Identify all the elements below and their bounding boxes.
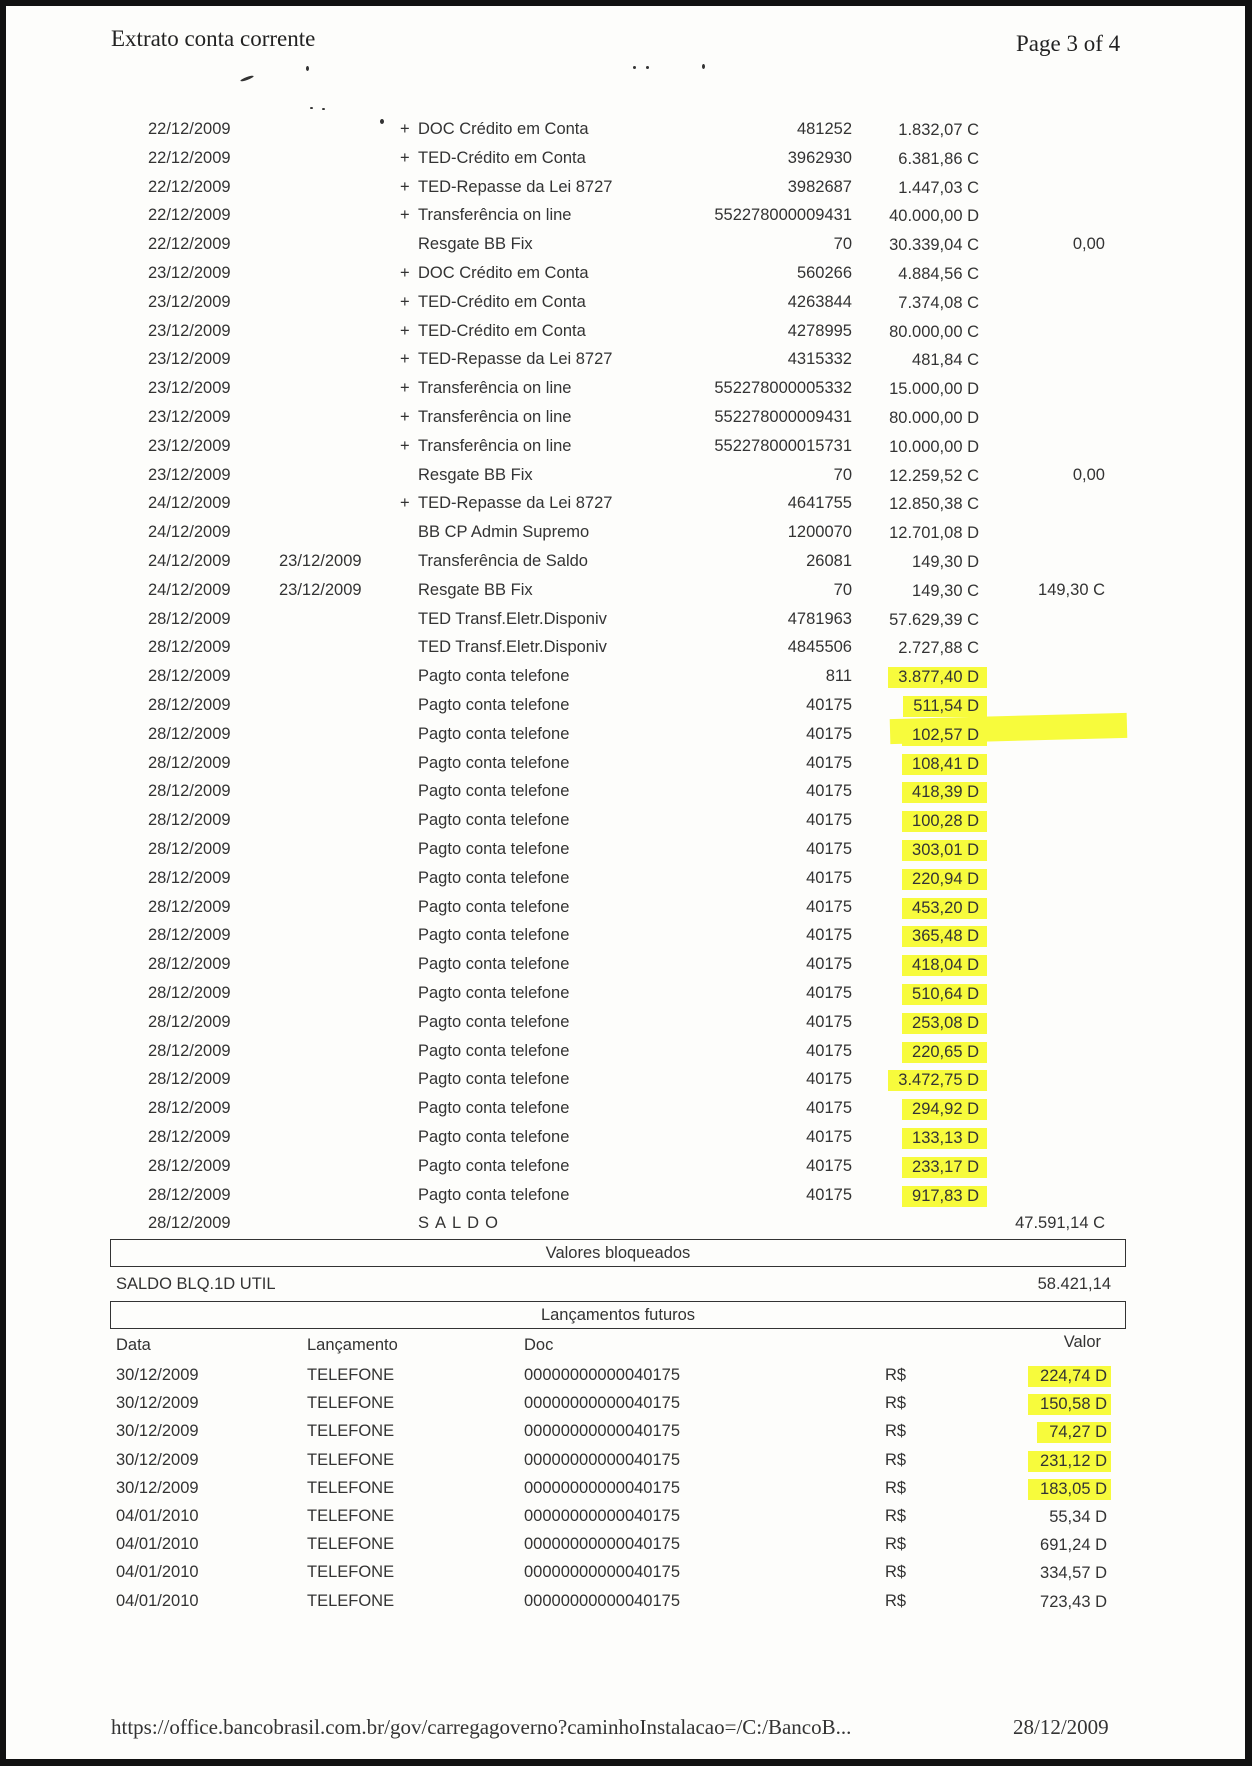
transaction-sign: +	[400, 408, 410, 426]
transaction-description: Transferência de Saldo	[418, 552, 588, 570]
transaction-description: TED-Crédito em Conta	[418, 322, 586, 340]
future-entry-date: 30/12/2009	[116, 1422, 199, 1440]
transaction-doc: 3962930	[787, 149, 852, 167]
transaction-row	[0, 490, 1252, 519]
column-header-doc: Doc	[524, 1336, 554, 1354]
future-entry-currency: R$	[885, 1535, 907, 1553]
transaction-description: Transferência on line	[418, 206, 572, 224]
transaction-doc: 4278995	[787, 322, 852, 340]
transaction-value: 133,13 D	[902, 1128, 987, 1149]
future-entry-value: 231,12 D	[1028, 1451, 1111, 1472]
transaction-doc: 4315332	[787, 350, 852, 368]
transaction-description: Pagto conta telefone	[418, 782, 570, 800]
transaction-date: 22/12/2009	[148, 149, 231, 167]
future-column-headers	[0, 1333, 1252, 1361]
transaction-description: Pagto conta telefone	[418, 1099, 570, 1117]
future-entry-lancamento: TELEFONE	[307, 1535, 395, 1553]
transaction-sign: +	[400, 379, 410, 397]
future-entry-doc: 00000000000040175	[524, 1507, 681, 1525]
transaction-description: Transferência on line	[418, 408, 572, 426]
transaction-doc: 40175	[806, 1042, 852, 1060]
transaction-doc: 552278000005332	[714, 379, 852, 397]
future-entry-date: 04/01/2010	[116, 1563, 199, 1581]
transaction-row	[0, 433, 1252, 462]
future-entry-row	[0, 1418, 1252, 1446]
transaction-date: 28/12/2009	[148, 984, 231, 1002]
column-header-value: Valor	[1063, 1333, 1101, 1351]
transaction-sign: +	[400, 322, 410, 340]
transaction-description: Pagto conta telefone	[418, 754, 570, 772]
transaction-description: Pagto conta telefone	[418, 1157, 570, 1175]
transaction-balance: 0,00	[1072, 235, 1105, 253]
transaction-sign: +	[400, 149, 410, 167]
scan-speck	[702, 64, 705, 69]
transaction-value: 7.374,08 C	[898, 294, 979, 312]
future-entry-value: 150,58 D	[1028, 1394, 1111, 1415]
transaction-date: 28/12/2009	[148, 926, 231, 944]
transaction-doc: 40175	[806, 754, 852, 772]
transaction-description: Resgate BB Fix	[418, 235, 533, 253]
transaction-description: Pagto conta telefone	[418, 840, 570, 858]
transaction-row	[0, 1009, 1252, 1038]
transaction-value: 80.000,00 C	[889, 323, 979, 341]
transaction-doc: 552278000009431	[714, 206, 852, 224]
transaction-row	[0, 922, 1252, 951]
transaction-value: 1.447,03 C	[898, 179, 979, 197]
transaction-value: 2.727,88 C	[898, 639, 979, 657]
scan-border-bottom	[0, 1759, 1252, 1766]
transaction-description: TED-Crédito em Conta	[418, 149, 586, 167]
future-entry-row	[0, 1447, 1252, 1475]
scan-speck	[306, 66, 309, 71]
transaction-date: 24/12/2009	[148, 552, 231, 570]
transaction-value: 233,17 D	[902, 1157, 987, 1178]
future-entry-lancamento: TELEFONE	[307, 1563, 395, 1581]
transaction-row	[0, 318, 1252, 347]
scan-speck	[322, 108, 325, 110]
future-entry-value: 183,05 D	[1028, 1479, 1111, 1500]
transaction-sign: +	[400, 350, 410, 368]
transaction-value: 57.629,39 C	[889, 611, 979, 629]
blocked-values-header	[110, 1239, 1126, 1267]
transaction-value: 917,83 D	[902, 1186, 987, 1207]
future-entry-currency: R$	[885, 1451, 907, 1469]
transaction-description: DOC Crédito em Conta	[418, 264, 589, 282]
future-entry-value: 74,27 D	[1037, 1422, 1111, 1443]
future-entry-lancamento: TELEFONE	[307, 1507, 395, 1525]
transaction-doc: 40175	[806, 1157, 852, 1175]
transaction-value: 294,92 D	[902, 1099, 987, 1120]
transaction-description: Pagto conta telefone	[418, 869, 570, 887]
transaction-date: 28/12/2009	[148, 1042, 231, 1060]
future-entry-date: 30/12/2009	[116, 1394, 199, 1412]
transaction-date: 23/12/2009	[148, 264, 231, 282]
transaction-date: 28/12/2009	[148, 1013, 231, 1031]
blocked-balance-row	[0, 1275, 1252, 1303]
transaction-doc: 811	[825, 667, 852, 685]
transaction-description: Pagto conta telefone	[418, 1013, 570, 1031]
transaction-sign: +	[400, 120, 410, 138]
transaction-value: 511,54 D	[903, 696, 987, 717]
transaction-row	[0, 1095, 1252, 1124]
transaction-value: 40.000,00 D	[889, 207, 979, 225]
transaction-description: Pagto conta telefone	[418, 955, 570, 973]
transaction-date: 22/12/2009	[148, 206, 231, 224]
transaction-doc: 3982687	[787, 178, 852, 196]
transaction-value: 149,30 C	[912, 582, 979, 600]
transaction-row	[0, 721, 1252, 750]
future-entries-header	[110, 1301, 1126, 1329]
transaction-doc: 40175	[806, 1128, 852, 1146]
transaction-balance: 47.591,14 C	[1015, 1214, 1105, 1232]
transaction-doc: 40175	[806, 926, 852, 944]
transaction-value	[969, 1214, 987, 1216]
transaction-doc: 40175	[806, 955, 852, 973]
transaction-description: TED Transf.Eletr.Disponiv	[418, 638, 607, 656]
transaction-date: 23/12/2009	[148, 466, 231, 484]
scan-border-top	[0, 0, 1252, 6]
transaction-description: DOC Crédito em Conta	[418, 120, 589, 138]
transaction-date: 28/12/2009	[148, 1099, 231, 1117]
transaction-value: 10.000,00 D	[889, 438, 979, 456]
transaction-balance: 149,30 C	[1038, 581, 1105, 599]
future-entry-doc: 00000000000040175	[524, 1535, 681, 1553]
future-entry-lancamento: TELEFONE	[307, 1479, 395, 1497]
transaction-doc: 40175	[806, 840, 852, 858]
transaction-description: Resgate BB Fix	[418, 581, 533, 599]
page-number: Page 3 of 4	[1016, 31, 1121, 56]
transaction-doc: 40175	[806, 898, 852, 916]
future-entry-doc: 00000000000040175	[524, 1479, 681, 1497]
transaction-doc: 40175	[806, 696, 852, 714]
transaction-date: 23/12/2009	[148, 379, 231, 397]
transaction-row	[0, 1038, 1252, 1067]
future-entry-value: 691,24 D	[1040, 1536, 1107, 1554]
transaction-row	[0, 1153, 1252, 1182]
transaction-row	[0, 692, 1252, 721]
transaction-doc: 552278000009431	[714, 408, 852, 426]
transaction-row	[0, 778, 1252, 807]
future-entry-row	[0, 1503, 1252, 1531]
transaction-doc: 552278000015731	[714, 437, 852, 455]
future-entries-title: Lançamentos futuros	[540, 1306, 696, 1324]
transaction-description: Pagto conta telefone	[418, 696, 570, 714]
transaction-value: 4.884,56 C	[898, 265, 979, 283]
transaction-row	[0, 462, 1252, 491]
transaction-value: 220,65 D	[902, 1042, 987, 1063]
footer-date: 28/12/2009	[1013, 1715, 1109, 1739]
transaction-value: 220,94 D	[902, 869, 987, 890]
future-entry-lancamento: TELEFONE	[307, 1451, 395, 1469]
transaction-sign: +	[400, 437, 410, 455]
future-entry-value: 55,34 D	[1049, 1508, 1107, 1526]
future-entry-date: 04/01/2010	[116, 1507, 199, 1525]
transaction-row	[0, 807, 1252, 836]
transaction-row	[0, 1182, 1252, 1211]
transaction-row	[0, 260, 1252, 289]
transaction-date: 22/12/2009	[148, 120, 231, 138]
transaction-date: 28/12/2009	[148, 1214, 231, 1232]
transaction-date: 23/12/2009	[148, 437, 231, 455]
transaction-value: 12.259,52 C	[889, 467, 979, 485]
transaction-row	[0, 231, 1252, 260]
transaction-value: 12.701,08 D	[889, 524, 979, 542]
transaction-doc: 4845506	[787, 638, 852, 656]
transaction-date: 24/12/2009	[148, 581, 231, 599]
transaction-row	[0, 865, 1252, 894]
future-entry-date: 04/01/2010	[116, 1535, 199, 1553]
transaction-date: 23/12/2009	[148, 408, 231, 426]
transaction-row	[0, 980, 1252, 1009]
transaction-description: Transferência on line	[418, 437, 572, 455]
transaction-date: 28/12/2009	[148, 782, 231, 800]
transaction-date: 28/12/2009	[148, 1070, 231, 1088]
transaction-description: Pagto conta telefone	[418, 1042, 570, 1060]
future-entry-doc: 00000000000040175	[524, 1422, 681, 1440]
future-entry-doc: 00000000000040175	[524, 1366, 681, 1384]
transaction-description: TED-Repasse da Lei 8727	[418, 178, 613, 196]
transaction-description: BB CP Admin Supremo	[418, 523, 590, 541]
transaction-date: 28/12/2009	[148, 811, 231, 829]
transaction-doc: 40175	[806, 811, 852, 829]
transaction-date: 28/12/2009	[148, 667, 231, 685]
transaction-row	[0, 1124, 1252, 1153]
transaction-sign: +	[400, 494, 410, 512]
transaction-row	[0, 894, 1252, 923]
future-entry-date: 30/12/2009	[116, 1479, 199, 1497]
transaction-description: Pagto conta telefone	[418, 811, 570, 829]
transaction-row	[0, 750, 1252, 779]
transaction-value: 303,01 D	[902, 840, 987, 861]
future-entry-row	[0, 1390, 1252, 1418]
transaction-doc: 70	[833, 466, 852, 484]
transaction-value: 510,64 D	[902, 984, 987, 1005]
transaction-description: TED-Repasse da Lei 8727	[418, 350, 613, 368]
transaction-doc: 40175	[806, 1099, 852, 1117]
transaction-date: 28/12/2009	[148, 898, 231, 916]
future-entry-date: 30/12/2009	[116, 1366, 199, 1384]
future-entry-currency: R$	[885, 1507, 907, 1525]
transaction-doc: 40175	[806, 1070, 852, 1088]
transaction-row	[0, 836, 1252, 865]
transaction-description: Transferência on line	[418, 379, 572, 397]
transaction-description: SALDO	[418, 1214, 504, 1232]
transaction-doc: 4263844	[787, 293, 852, 311]
document-title: Extrato conta corrente	[111, 26, 316, 51]
transaction-doc: 40175	[806, 984, 852, 1002]
transaction-doc: 40175	[806, 1013, 852, 1031]
future-entry-row	[0, 1362, 1252, 1390]
transaction-date: 22/12/2009	[148, 235, 231, 253]
transaction-date: 28/12/2009	[148, 754, 231, 772]
future-entry-currency: R$	[885, 1366, 907, 1384]
transaction-date: 22/12/2009	[148, 178, 231, 196]
transaction-doc: 1200070	[787, 523, 852, 541]
future-entry-currency: R$	[885, 1592, 907, 1610]
transaction-date: 28/12/2009	[148, 610, 231, 628]
future-entry-row	[0, 1475, 1252, 1503]
scan-speck	[240, 75, 254, 83]
transaction-sign: +	[400, 293, 410, 311]
future-entry-row	[0, 1559, 1252, 1587]
future-entry-lancamento: TELEFONE	[307, 1366, 395, 1384]
transaction-row	[0, 548, 1252, 577]
blocked-balance-value: 58.421,14	[1037, 1275, 1111, 1293]
transaction-date: 28/12/2009	[148, 1157, 231, 1175]
transaction-date: 23/12/2009	[148, 322, 231, 340]
transaction-value: 12.850,38 C	[889, 495, 979, 513]
transaction-date: 28/12/2009	[148, 638, 231, 656]
transaction-description: Pagto conta telefone	[418, 1128, 570, 1146]
transaction-description: Pagto conta telefone	[418, 1070, 570, 1088]
transaction-balance: 0,00	[1072, 466, 1105, 484]
transaction-description: TED-Repasse da Lei 8727	[418, 494, 613, 512]
transaction-date: 23/12/2009	[148, 350, 231, 368]
future-entry-currency: R$	[885, 1394, 907, 1412]
transaction-value: 6.381,86 C	[898, 150, 979, 168]
transaction-row	[0, 116, 1252, 145]
transaction-value: 108,41 D	[902, 754, 987, 775]
scan-speck	[633, 66, 636, 69]
transaction-row	[0, 174, 1252, 203]
future-entry-date: 30/12/2009	[116, 1451, 199, 1469]
transaction-date: 24/12/2009	[148, 494, 231, 512]
transaction-value: 365,48 D	[902, 926, 987, 947]
transaction-row	[0, 663, 1252, 692]
transaction-description: Pagto conta telefone	[418, 1186, 570, 1204]
transaction-doc: 40175	[806, 725, 852, 743]
future-entry-doc: 00000000000040175	[524, 1394, 681, 1412]
transaction-row	[0, 519, 1252, 548]
transaction-value: 3.472,75 D	[888, 1070, 987, 1091]
column-header-lancamento: Lançamento	[307, 1336, 398, 1354]
footer-url: https://office.bancobrasil.com.br/gov/carregagoverno?caminhoInstalacao=/C:/BancoB...	[111, 1715, 852, 1739]
transaction-description: Pagto conta telefone	[418, 725, 570, 743]
future-entry-doc: 00000000000040175	[524, 1451, 681, 1469]
transaction-doc: 26081	[806, 552, 852, 570]
transaction-value: 15.000,00 D	[889, 380, 979, 398]
transaction-row	[0, 577, 1252, 606]
transaction-date: 28/12/2009	[148, 955, 231, 973]
transaction-description: TED-Crédito em Conta	[418, 293, 586, 311]
transaction-doc: 40175	[806, 782, 852, 800]
transaction-doc: 40175	[806, 1186, 852, 1204]
transaction-doc: 40175	[806, 869, 852, 887]
transaction-row	[0, 202, 1252, 231]
transaction-date: 28/12/2009	[148, 840, 231, 858]
transaction-value: 418,39 D	[902, 782, 987, 803]
transaction-row	[0, 1066, 1252, 1095]
blocked-values-title: Valores bloqueados	[545, 1244, 691, 1262]
transaction-original-date: 23/12/2009	[279, 552, 362, 570]
transaction-row	[0, 346, 1252, 375]
transaction-description: Pagto conta telefone	[418, 667, 570, 685]
transaction-value: 100,28 D	[902, 811, 987, 832]
transaction-doc: 70	[833, 581, 852, 599]
transaction-value: 30.339,04 C	[889, 236, 979, 254]
future-entry-doc: 00000000000040175	[524, 1592, 681, 1610]
transaction-description: Pagto conta telefone	[418, 984, 570, 1002]
transaction-value: 481,84 C	[912, 351, 979, 369]
transaction-date: 28/12/2009	[148, 1128, 231, 1146]
future-entry-currency: R$	[885, 1479, 907, 1497]
transaction-date: 28/12/2009	[148, 725, 231, 743]
transaction-value: 3.877,40 D	[888, 667, 987, 688]
transaction-row	[0, 1210, 1252, 1239]
transaction-value: 253,08 D	[902, 1013, 987, 1034]
transaction-row	[0, 634, 1252, 663]
transaction-doc: 4641755	[787, 494, 852, 512]
transaction-description: TED Transf.Eletr.Disponiv	[418, 610, 607, 628]
future-entry-row	[0, 1588, 1252, 1616]
future-entry-value: 334,57 D	[1040, 1564, 1107, 1582]
transaction-sign: +	[400, 206, 410, 224]
future-entry-doc: 00000000000040175	[524, 1563, 681, 1581]
transaction-row	[0, 289, 1252, 318]
scan-speck	[310, 107, 313, 109]
transaction-value: 418,04 D	[902, 955, 987, 976]
future-entry-date: 04/01/2010	[116, 1592, 199, 1610]
transaction-doc: 481252	[796, 120, 852, 138]
transaction-row	[0, 606, 1252, 635]
transaction-value: 80.000,00 D	[889, 409, 979, 427]
column-header-date: Data	[116, 1336, 151, 1354]
transaction-date: 28/12/2009	[148, 696, 231, 714]
transaction-doc: 4781963	[787, 610, 852, 628]
transaction-description: Pagto conta telefone	[418, 926, 570, 944]
future-entry-row	[0, 1531, 1252, 1559]
future-entry-lancamento: TELEFONE	[307, 1422, 395, 1440]
transaction-description: Pagto conta telefone	[418, 898, 570, 916]
transaction-value: 102,57 D	[902, 725, 987, 746]
transaction-description: Resgate BB Fix	[418, 466, 533, 484]
transaction-value: 149,30 D	[912, 553, 979, 571]
future-entry-currency: R$	[885, 1563, 907, 1581]
future-entry-value: 224,74 D	[1028, 1366, 1111, 1387]
blocked-balance-label: SALDO BLQ.1D UTIL	[116, 1275, 276, 1293]
transaction-date: 23/12/2009	[148, 293, 231, 311]
transaction-doc: 560266	[796, 264, 852, 282]
future-entry-lancamento: TELEFONE	[307, 1592, 395, 1610]
future-entry-value: 723,43 D	[1040, 1593, 1107, 1611]
transaction-doc: 70	[833, 235, 852, 253]
transaction-row	[0, 404, 1252, 433]
transaction-row	[0, 375, 1252, 404]
transaction-value: 453,20 D	[902, 898, 987, 919]
transaction-original-date: 23/12/2009	[279, 581, 362, 599]
scan-speck	[646, 66, 649, 69]
transaction-row	[0, 145, 1252, 174]
transaction-value: 1.832,07 C	[898, 121, 979, 139]
transaction-row	[0, 951, 1252, 980]
transaction-date: 24/12/2009	[148, 523, 231, 541]
future-entry-currency: R$	[885, 1422, 907, 1440]
transaction-date: 28/12/2009	[148, 869, 231, 887]
transaction-sign: +	[400, 264, 410, 282]
transaction-date: 28/12/2009	[148, 1186, 231, 1204]
transaction-sign: +	[400, 178, 410, 196]
future-entry-lancamento: TELEFONE	[307, 1394, 395, 1412]
